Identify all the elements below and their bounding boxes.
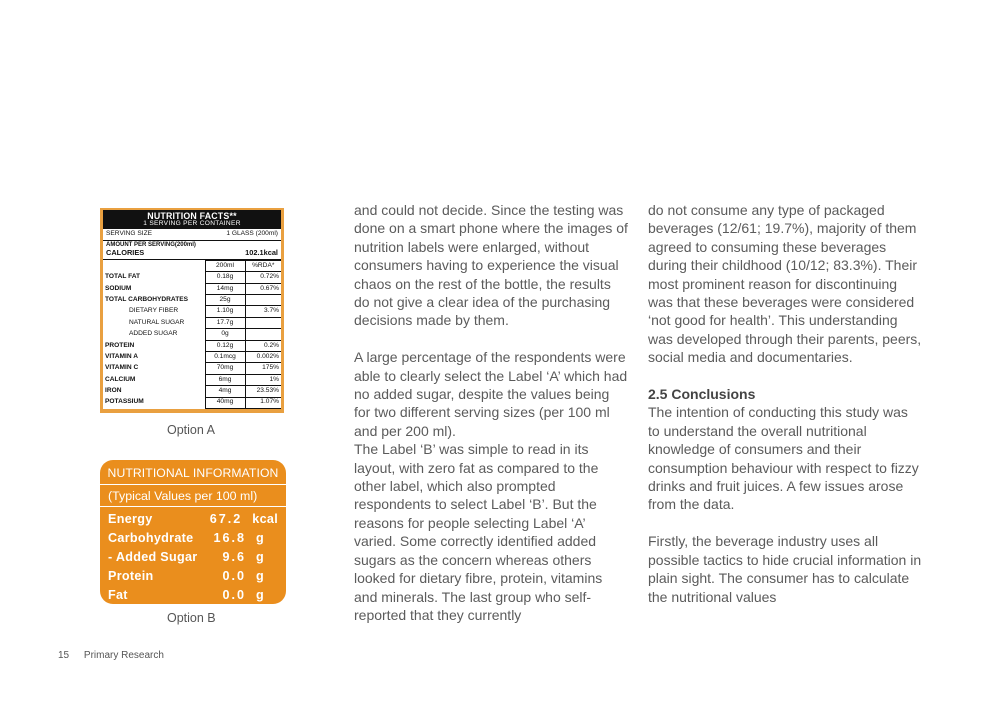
option-a-caption: Option A [167,423,215,437]
nutrient-unit: g [256,549,264,564]
col-rda-header: %RDA* [245,260,281,271]
label-b-row [108,528,278,547]
nutrient-name: IRON [103,386,205,397]
label-b-rows [108,507,278,604]
label-a-subtitle: 1 SERVING PER CONTAINER [103,221,281,230]
nutrient-name: - Added Sugar [108,549,198,564]
section-heading: 2.5 Conclusions [648,386,756,403]
table-row [103,306,281,317]
amount-per-serving: AMOUNT PER SERVING(200ml) [106,242,196,249]
nutrient-rda: 0.67% [245,283,281,294]
nutrient-amount: 0.18g [205,272,245,283]
label-b-subtitle: (Typical Values per 100 ml) [100,485,286,507]
footer-section: Primary Research [83,650,164,661]
nutrient-amount: 70mg [205,363,245,374]
nutrient-name: CALCIUM [103,374,205,385]
nutrition-label-b [100,460,286,604]
table-row [103,295,281,306]
nutrient-name: TOTAL CARBOHYDRATES [103,295,205,306]
nutrient-rda: 3.7% [245,306,281,317]
paragraph: do not consume any type of packaged beverages (12/61; 19.7%), majority of them agreed to consuming these beverages during their childhood (10/12; 83.3%). Their most prominent reason for discontinuing was that these beverages were considered ‘not good for health’. This understanding was developed through their parents, peers, social media and documentaries. [648,202,922,366]
nutrient-amount: 4mg [205,386,245,397]
nutrient-name: NATURAL SUGAR [103,317,205,328]
nutrient-name: VITAMIN A [103,352,205,363]
nutrient-rda [245,295,281,306]
label-b-row [108,509,278,528]
table-header-blank [103,260,205,271]
nutrient-rda [245,317,281,328]
nutrient-name: Protein [108,568,154,583]
nutrient-unit: kcal [252,511,278,526]
nutrient-amount: 0g [205,329,245,340]
table-row [103,329,281,340]
nutrient-value: 0.0 [222,568,246,583]
nutrient-unit: g [256,568,264,583]
nutrient-amount: 14mg [205,283,245,294]
nutrient-value: 67.2 [209,511,243,526]
table-row [103,317,281,328]
label-a-serving-size [103,229,281,241]
nutrient-amount: 25g [205,295,245,306]
serving-size-label: SERVING SIZE [106,230,153,238]
label-b-row [108,585,278,604]
option-b-caption: Option B [167,611,216,625]
page-number: 15 [58,650,70,661]
table-row [103,397,281,408]
text-column-2 [648,201,923,606]
nutrient-amount: 0.1mcg [205,352,245,363]
table-row [103,352,281,363]
nutrient-amount: 0.12g [205,340,245,351]
label-a-title: NUTRITION FACTS** [103,210,281,221]
paragraph: A large percentage of the respondents were able to clearly select the Label ‘A’ which had no added sugar, despite the values being for two different serving sizes (per 100 ml and per 200 ml). [354,349,628,439]
serving-size-value: 1 GLASS (200ml) [226,230,278,238]
paragraph: The intention of conducting this study was to understand the overall nutritional knowledge of consumers and their consumption behaviour with respect to fizzy drinks and fruit juices. A few issues arose from the data. [648,404,919,513]
col-amount-header: 200ml [205,260,245,271]
label-b-title: NUTRITIONAL INFORMATION [100,466,286,485]
nutrient-rda: 0.72% [245,272,281,283]
nutrient-rda: 1.07% [245,397,281,408]
table-row [103,374,281,385]
nutrient-name: TOTAL FAT [103,272,205,283]
nutrient-rda [245,329,281,340]
nutrient-rda: 0.2% [245,340,281,351]
nutrient-name: Carbohydrate [108,530,194,545]
nutrient-rda: 23.53% [245,386,281,397]
nutrient-name: ADDED SUGAR [103,329,205,340]
text-column-1 [354,201,629,624]
nutrient-value: 9.6 [222,549,246,564]
nutrient-amount: 1.10g [205,306,245,317]
nutrient-rda: 1% [245,374,281,385]
table-row [103,283,281,294]
table-header-row [103,260,281,271]
table-row [103,363,281,374]
nutrient-value: 0.0 [222,587,246,602]
nutrient-rda: 0.002% [245,352,281,363]
nutrient-amount: 17.7g [205,317,245,328]
nutrient-unit: g [256,530,264,545]
nutrient-name: DIETARY FIBER [103,306,205,317]
table-row [103,272,281,283]
nutrient-name: VITAMIN C [103,363,205,374]
nutrient-amount: 6mg [205,374,245,385]
nutrient-unit: g [256,587,264,602]
nutrient-name: POTASSIUM [103,397,205,408]
nutrient-amount: 40mg [205,397,245,408]
table-row [103,386,281,397]
calories-value: 102.1kcal [245,248,278,258]
paragraph: The Label ‘B’ was simple to read in its layout, with zero fat as compared to the other label, which also prompted respondents to select Label ‘B’. But the reasons for people selecting Label ‘A’ varied. Some correctly identified added sugars as the concern whereas others looked for dietary fibre, protein, vitamins and minerals. The last group who self-reported that they currently [354,441,603,623]
paragraph: and could not decide. Since the testing was done on a smart phone where the images of nutrition labels were enlarged, without consumers having to experience the visual chaos on the rest of the bottle, the results do not give a clear idea of the purchasing decisions made by them. [354,202,628,329]
nutrient-name: SODIUM [103,283,205,294]
table-row [103,340,281,351]
nutrition-label-a [100,208,284,413]
label-a-calories [103,248,281,259]
label-b-row [108,547,278,566]
nutrient-value: 16.8 [213,530,246,545]
page-footer [58,650,164,661]
nutrient-name: Energy [108,511,153,526]
label-a-nutrient-table [103,260,281,409]
nutrient-rda: 175% [245,363,281,374]
nutrient-name: PROTEIN [103,340,205,351]
nutrient-name: Fat [108,587,128,602]
paragraph: Firstly, the beverage industry uses all possible tactics to hide crucial information in plain sight. The consumer has to calculate the nutritional values [648,533,922,605]
calories-label: CALORIES [106,248,145,258]
label-b-row [108,566,278,585]
